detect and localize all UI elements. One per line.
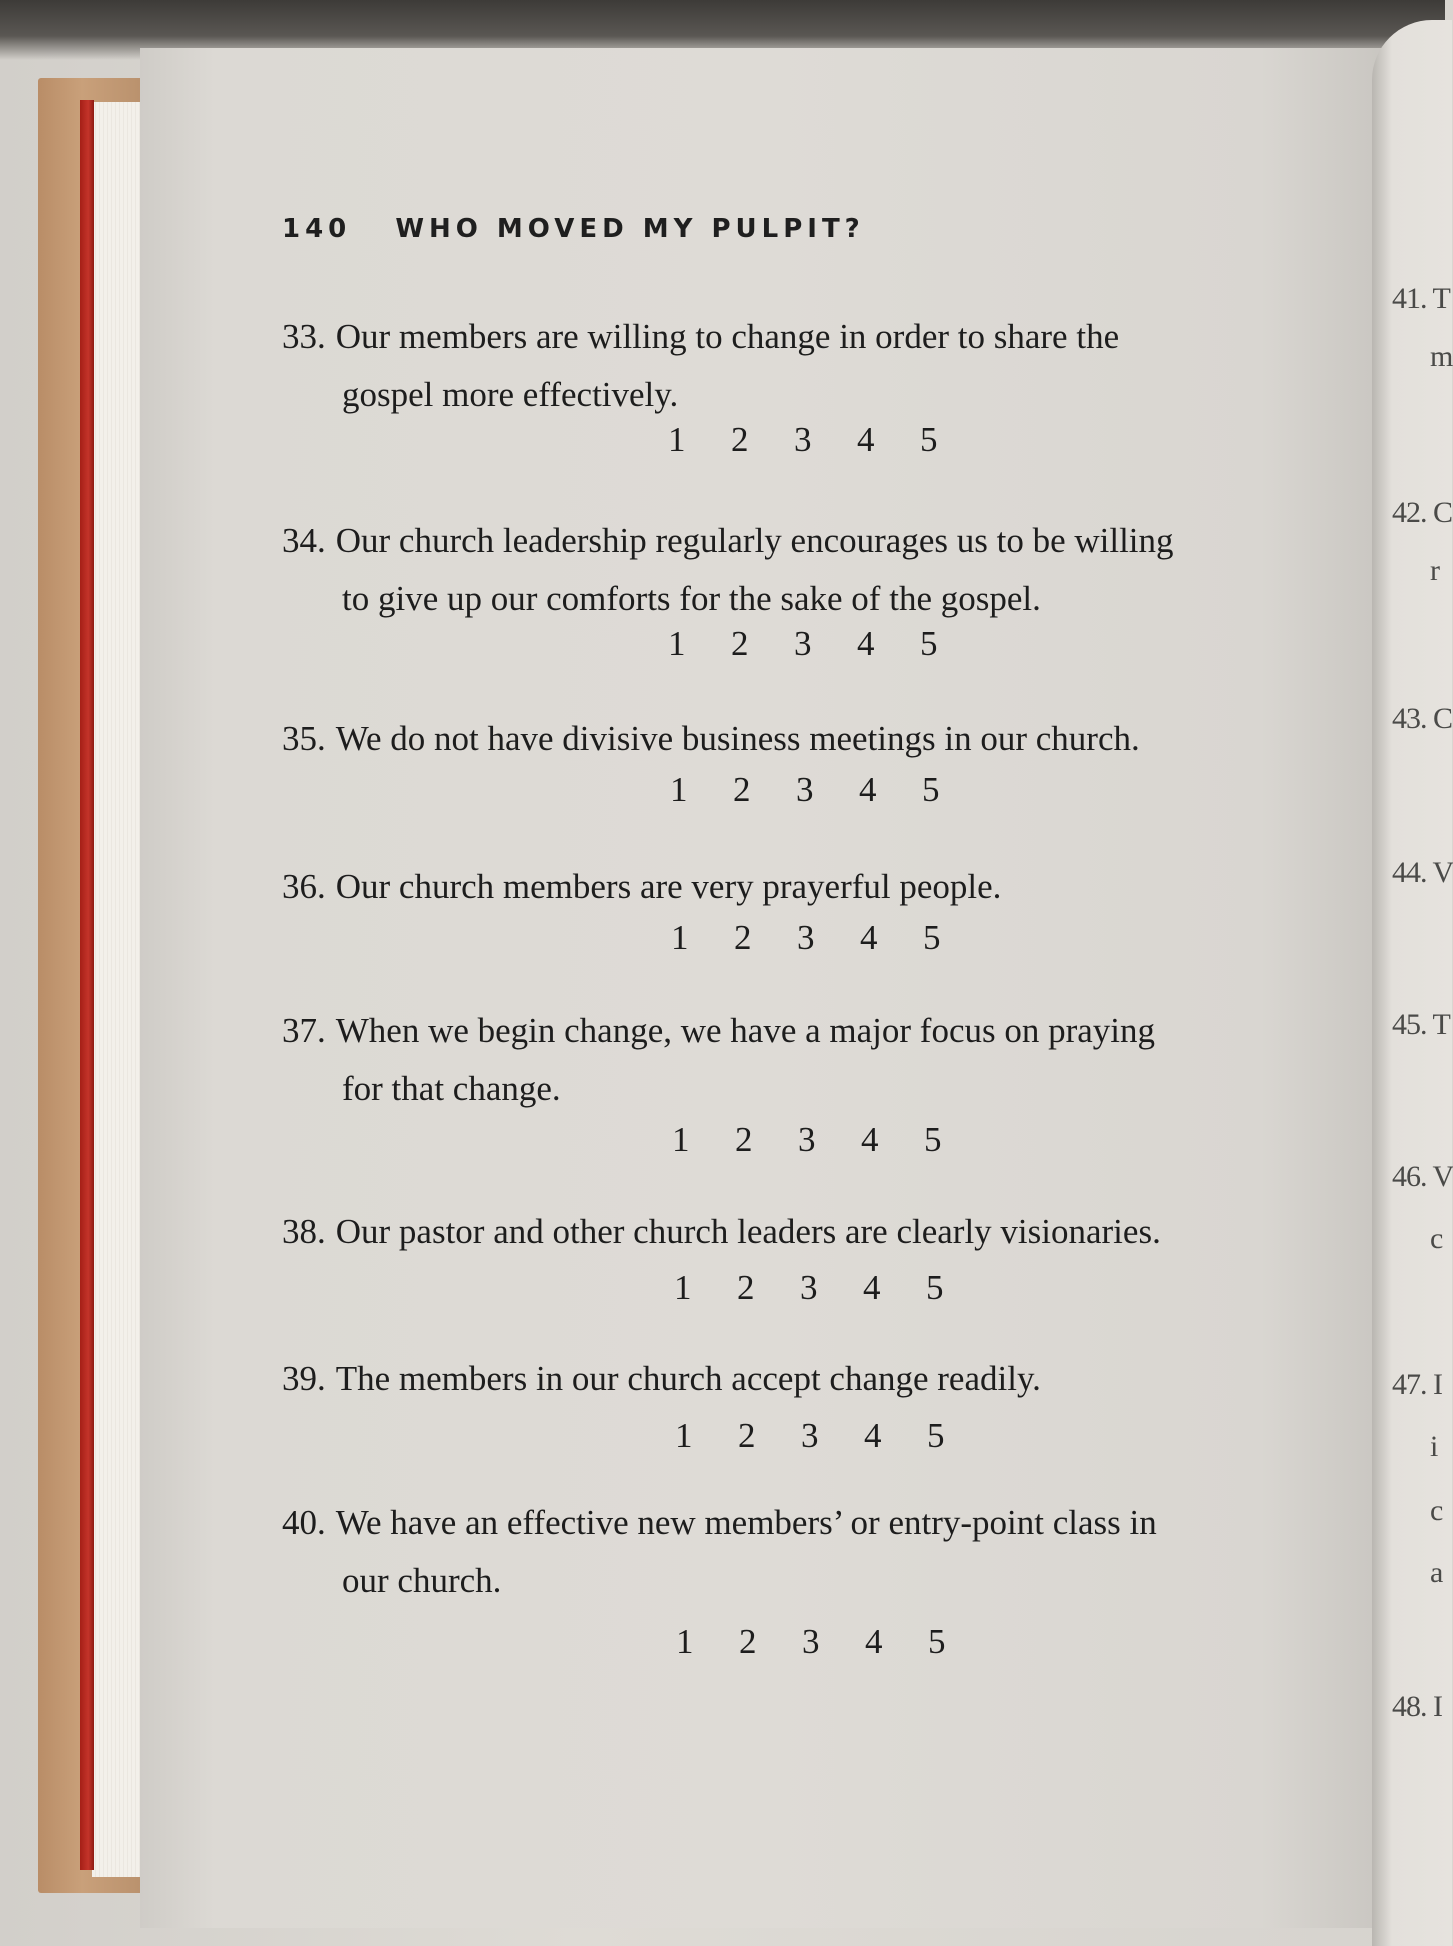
question-38 — [282, 1203, 1282, 1261]
rating-option: 1 — [668, 420, 686, 459]
rating-option: 1 — [675, 1416, 693, 1455]
question-text: The members in our church accept change readily. — [335, 1359, 1041, 1398]
rating-option: 1 — [674, 1268, 692, 1307]
rating-option: 1 — [671, 918, 689, 957]
rating-option: 2 — [739, 1622, 757, 1661]
question-40 — [282, 1494, 1282, 1610]
rating-option: 5 — [926, 1268, 944, 1307]
cover-red-edge — [80, 100, 94, 1870]
rating-option: 5 — [920, 420, 938, 459]
question-text: Our church leadership regularly encourages us to be willing — [335, 521, 1174, 560]
question-line: gospel more effectively. — [342, 375, 679, 414]
question-33 — [282, 308, 1282, 424]
rating-scale-34 — [668, 624, 983, 664]
question-text: When we begin change, we have a major focus on praying — [335, 1011, 1156, 1050]
facing-question-label: 48. I — [1392, 1690, 1442, 1723]
rating-option: 4 — [864, 1416, 882, 1455]
question-number: 34. — [282, 521, 326, 560]
question-line — [282, 308, 1282, 366]
rating-option: 2 — [734, 918, 752, 957]
book-title: WHO MOVED MY PULPIT? — [395, 214, 865, 244]
rating-option: 5 — [922, 770, 940, 809]
rating-option: 2 — [735, 1120, 753, 1159]
page-number: 140 — [282, 214, 352, 244]
rating-option: 3 — [794, 624, 812, 663]
rating-scale-39 — [675, 1416, 990, 1456]
rating-option: 2 — [731, 420, 749, 459]
rating-option: 1 — [672, 1120, 690, 1159]
rating-option: 3 — [798, 1120, 816, 1159]
rating-option: 1 — [676, 1622, 694, 1661]
rating-option: 1 — [670, 770, 688, 809]
facing-question-label: 46. V — [1392, 1160, 1453, 1193]
question-line — [282, 858, 1282, 916]
rating-option: 2 — [733, 770, 751, 809]
rating-option: 4 — [863, 1268, 881, 1307]
question-line: for that change. — [342, 1069, 561, 1108]
question-number: 38. — [282, 1212, 326, 1251]
question-text: We do not have divisive business meetings in our church. — [335, 719, 1140, 758]
rating-option: 5 — [928, 1622, 946, 1661]
question-line: our church. — [342, 1561, 502, 1600]
facing-question-label: 41. T — [1392, 282, 1450, 315]
question-number: 35. — [282, 719, 326, 758]
rating-option: 5 — [920, 624, 938, 663]
rating-option: 2 — [738, 1416, 756, 1455]
question-number: 40. — [282, 1503, 326, 1542]
rating-option: 4 — [861, 1120, 879, 1159]
question-line — [282, 1203, 1282, 1261]
question-line — [282, 512, 1282, 570]
rating-option: 3 — [800, 1268, 818, 1307]
facing-question-label: 43. C — [1392, 702, 1453, 735]
facing-text-fragment: i — [1430, 1430, 1439, 1463]
facing-question-label: 44. V — [1392, 856, 1453, 889]
rating-option: 4 — [865, 1622, 883, 1661]
rating-option: 2 — [731, 624, 749, 663]
facing-text-fragment: c — [1430, 1222, 1444, 1255]
rating-scale-37 — [672, 1120, 987, 1160]
question-line — [282, 1350, 1282, 1408]
running-head — [282, 214, 865, 244]
rating-option: 3 — [802, 1622, 820, 1661]
rating-scale-36 — [671, 918, 986, 958]
rating-option: 4 — [857, 624, 875, 663]
rating-option: 1 — [668, 624, 686, 663]
question-39 — [282, 1350, 1282, 1408]
rating-option: 3 — [796, 770, 814, 809]
question-text: Our church members are very prayerful people. — [335, 867, 1002, 906]
rating-option: 2 — [737, 1268, 755, 1307]
facing-question-label: 47. I — [1392, 1368, 1442, 1401]
facing-question-label: 42. C — [1392, 496, 1453, 529]
facing-text-fragment: r — [1430, 554, 1440, 587]
rating-option: 3 — [801, 1416, 819, 1455]
facing-text-fragment: a — [1430, 1556, 1444, 1589]
rating-option: 5 — [927, 1416, 945, 1455]
question-line — [282, 1002, 1282, 1060]
rating-scale-35 — [670, 770, 985, 810]
rating-option: 5 — [924, 1120, 942, 1159]
rating-scale-33 — [668, 420, 983, 460]
facing-text-fragment: m — [1430, 340, 1453, 373]
facing-question-label: 45. T — [1392, 1008, 1450, 1041]
question-number: 36. — [282, 867, 326, 906]
question-number: 37. — [282, 1011, 326, 1050]
question-36 — [282, 858, 1282, 916]
rating-option: 5 — [923, 918, 941, 957]
rating-option: 4 — [860, 918, 878, 957]
rating-scale-40 — [676, 1622, 991, 1662]
rating-scale-38 — [674, 1268, 989, 1308]
question-35 — [282, 710, 1282, 768]
facing-text-fragment: c — [1430, 1494, 1444, 1527]
question-text: Our pastor and other church leaders are clearly visionaries. — [335, 1212, 1161, 1251]
question-line — [282, 1494, 1282, 1552]
question-number: 33. — [282, 317, 326, 356]
question-line: to give up our comforts for the sake of the gospel. — [342, 579, 1041, 618]
question-number: 39. — [282, 1359, 326, 1398]
question-37 — [282, 1002, 1282, 1118]
rating-option: 4 — [859, 770, 877, 809]
question-text: Our members are willing to change in order to share the — [335, 317, 1120, 356]
question-34 — [282, 512, 1282, 628]
question-line — [282, 710, 1282, 768]
rating-option: 3 — [797, 918, 815, 957]
rating-option: 3 — [794, 420, 812, 459]
question-text: We have an effective new members’ or entry-point class in — [335, 1503, 1157, 1542]
rating-option: 4 — [857, 420, 875, 459]
